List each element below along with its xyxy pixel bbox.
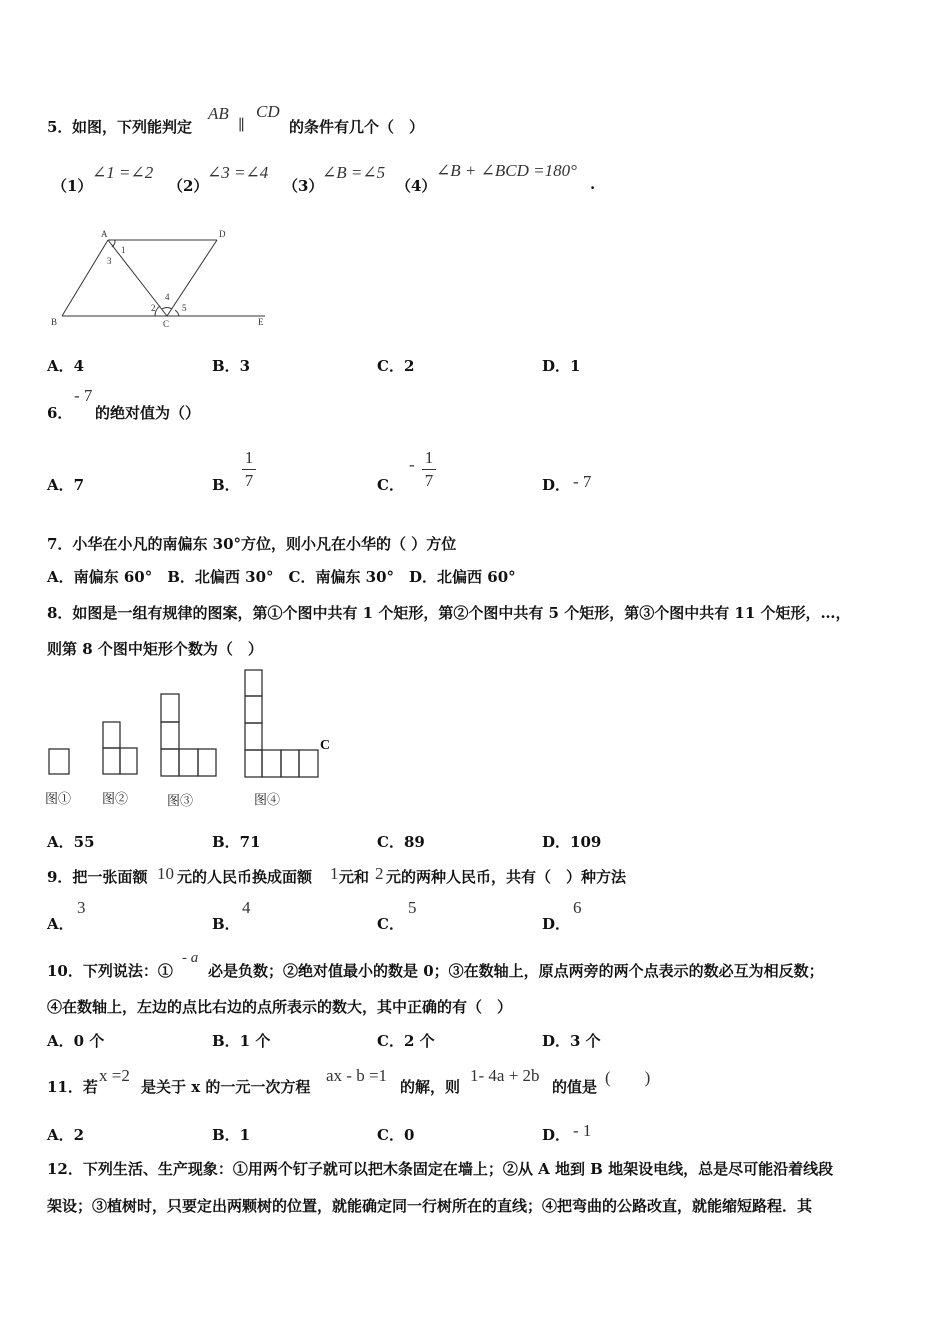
q11-equation: ax - b =1 bbox=[326, 1066, 388, 1085]
q11-option-b: B．1 bbox=[212, 1126, 251, 1144]
q5-ab: AB bbox=[208, 104, 229, 123]
fig1-rect bbox=[49, 749, 69, 774]
q9-stem-mid2: 元和 bbox=[339, 868, 370, 886]
q11-option-c: C．0 bbox=[377, 1126, 415, 1144]
q5-option-d: D．1 bbox=[542, 357, 581, 375]
q5-cond3: ∠B =∠5 bbox=[322, 163, 386, 182]
q8-option-a: A．55 bbox=[47, 833, 95, 851]
q9-n2: 2 bbox=[375, 864, 384, 883]
q10-option-d: D．3 个 bbox=[542, 1032, 601, 1050]
line-cd bbox=[167, 240, 217, 316]
q7-options: A．南偏东 60° B．北偏西 30° C．南偏东 30° D．北偏西 60° bbox=[47, 568, 516, 586]
label-angle-2: 2 bbox=[151, 303, 156, 313]
q9-option-a-label: A． bbox=[47, 915, 74, 933]
label-e: E bbox=[258, 317, 264, 327]
q8-stem-line2: 则第 8 个图中矩形个数为（ ） bbox=[47, 640, 263, 658]
q9-option-a-value: 3 bbox=[77, 898, 86, 917]
q6-b-numerator: 1 bbox=[244, 448, 254, 467]
label-angle-5: 5 bbox=[182, 303, 187, 313]
q5-number: 5． bbox=[47, 118, 73, 136]
label-d: D bbox=[219, 229, 226, 239]
q5-cond2: ∠3 =∠4 bbox=[207, 163, 269, 182]
q5-option-a: A．4 bbox=[47, 357, 85, 375]
q9-stem-mid1: 元的人民币换成面额 bbox=[177, 868, 313, 886]
q5-option-c: C．2 bbox=[377, 357, 415, 375]
q8-stem-line1: 8．如图是一组有规律的图案，第①个图中共有 1 个矩形，第②个图中共有 5 个矩形，第③个图中共有 11 个矩形，…， bbox=[47, 604, 851, 622]
q8-label-fig3: 图③ bbox=[167, 793, 194, 808]
label-angle-4: 4 bbox=[165, 292, 170, 302]
q6-b-denominator: 7 bbox=[244, 471, 254, 490]
q9-stem-post: 元的两种人民币，共有（ ）种方法 bbox=[386, 868, 627, 886]
q5-cond1-label: （1） bbox=[52, 177, 93, 195]
q5-parallel-symbol: ∥ bbox=[238, 118, 245, 134]
q10-stem-line2: ④在数轴上，左边的点比右边的点所表示的数大，其中正确的有（ ） bbox=[47, 998, 513, 1016]
q5-cond4-label: （4） bbox=[396, 177, 437, 195]
line-ab bbox=[62, 240, 108, 316]
q6-d-value: - 7 bbox=[573, 472, 592, 491]
q9-option-c-label: C． bbox=[377, 915, 404, 933]
q5-parallelogram-figure bbox=[45, 225, 275, 335]
q11-x-value: x =2 bbox=[99, 1066, 130, 1085]
q11-option-d-value: - 1 bbox=[573, 1121, 592, 1140]
q9-stem-pre: 9．把一张面额 bbox=[47, 868, 148, 886]
q10-stem-line1: 必是负数；②绝对值最小的数是 0；③在数轴上，原点两旁的两个点表示的数必互为相反数； bbox=[208, 962, 824, 980]
q6-expr: - 7 bbox=[74, 386, 93, 405]
q5-cond4: ∠B + ∠BCD =180° bbox=[436, 161, 577, 180]
q9-n1: 1 bbox=[330, 864, 339, 883]
label-c: C bbox=[163, 319, 170, 329]
q5-stem-post: 的条件有几个（ ） bbox=[289, 118, 425, 136]
q11-paren: ( ) bbox=[605, 1068, 651, 1087]
label-a: A bbox=[101, 229, 108, 239]
q10-option-a: A．0 个 bbox=[47, 1032, 105, 1050]
q9-option-c-value: 5 bbox=[408, 898, 417, 917]
q10-stem-pre: 10．下列说法：① bbox=[47, 962, 173, 980]
q6-number: 6． bbox=[47, 404, 73, 422]
label-angle-1: 1 bbox=[121, 245, 126, 255]
q8-label-fig4: 图④ bbox=[254, 792, 281, 807]
q9-n10: 10 bbox=[157, 864, 174, 883]
q12-stem-line2: 架设；③植树时，只要定出两颗树的位置，就能确定同一行树所在的直线；④把弯曲的公路改直，就能缩短路程．其 bbox=[47, 1197, 813, 1215]
q9-option-d-label: D． bbox=[542, 915, 571, 933]
q9-option-b-label: B． bbox=[212, 915, 240, 933]
q5-cond2-label: （2） bbox=[168, 177, 209, 195]
q11-stem-mid2: 的解，则 bbox=[400, 1078, 461, 1096]
q6-c-numerator: 1 bbox=[424, 448, 434, 467]
q6-c-sign: - bbox=[409, 455, 415, 474]
q10-expr: - a bbox=[182, 950, 199, 966]
q6-c-denominator: 7 bbox=[424, 471, 434, 490]
q11-option-a: A．2 bbox=[47, 1126, 85, 1144]
q8-rectangle-figures bbox=[40, 665, 340, 815]
q11-option-d-label: D． bbox=[542, 1126, 571, 1144]
q11-expression: 1- 4a + 2b bbox=[470, 1066, 540, 1085]
q11-stem-mid1: 是关于 x 的一元一次方程 bbox=[141, 1078, 311, 1096]
q6-option-c-label: C． bbox=[377, 476, 404, 494]
q5-cd: CD bbox=[256, 102, 280, 121]
q8-label-fig1: 图① bbox=[45, 791, 72, 806]
q9-option-b-value: 4 bbox=[242, 898, 251, 917]
q8-option-b: B．71 bbox=[212, 833, 261, 851]
q5-period: . bbox=[590, 175, 596, 193]
q11-stem-post: 的值是 bbox=[552, 1078, 598, 1096]
q6-option-c-fraction bbox=[422, 448, 436, 491]
q5-cond1: ∠1 =∠2 bbox=[92, 163, 154, 182]
q5-cond3-label: （3） bbox=[283, 177, 324, 195]
q6-option-a: A．7 bbox=[47, 476, 85, 494]
q12-stem-line1: 12．下列生活、生产现象：①用两个钉子就可以把木条固定在墙上；②从 A 地到 B 地架设电线，总是尽可能沿着线段 bbox=[47, 1160, 834, 1178]
q8-option-c: C．89 bbox=[377, 833, 425, 851]
q11-stem-pre: 11．若 bbox=[47, 1078, 98, 1096]
label-angle-3: 3 bbox=[107, 256, 112, 266]
q8-option-d: D．109 bbox=[542, 833, 602, 851]
q6-stem: 的绝对值为（） bbox=[95, 404, 201, 422]
q10-option-b: B．1 个 bbox=[212, 1032, 271, 1050]
label-b: B bbox=[51, 317, 58, 327]
line-ac bbox=[108, 240, 167, 316]
q6-option-d-label: D． bbox=[542, 476, 571, 494]
q8-c-mark: C bbox=[320, 738, 331, 753]
q9-option-d-value: 6 bbox=[573, 898, 582, 917]
q6-option-b-label: B． bbox=[212, 476, 240, 494]
q5-option-b: B．3 bbox=[212, 357, 251, 375]
q10-option-c: C．2 个 bbox=[377, 1032, 435, 1050]
q5-stem-pre: 如图，下列能判定 bbox=[72, 118, 193, 136]
q7-stem: 7．小华在小凡的南偏东 30°方位，则小凡在小华的（ ）方位 bbox=[47, 535, 457, 553]
q8-label-fig2: 图② bbox=[102, 791, 129, 806]
q6-option-b-fraction bbox=[242, 448, 256, 491]
